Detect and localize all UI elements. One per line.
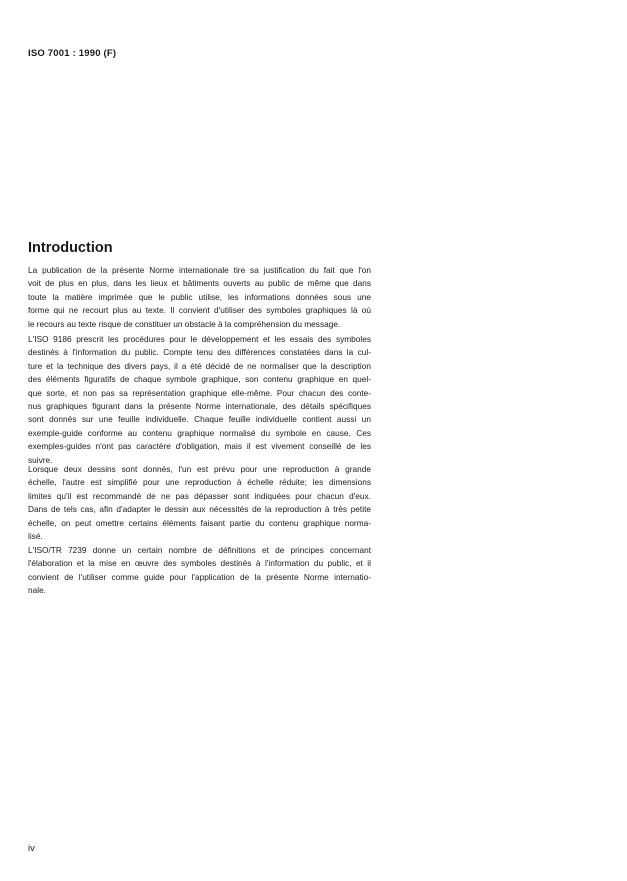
text-line: exemples-guides n'ont pas caractère d'obligation, mais il est vivement conseillé de les — [28, 441, 371, 452]
page-number: iv — [28, 843, 35, 854]
text-line: La publication de la présente Norme internationale tire sa justification du fait que l'on — [28, 265, 371, 275]
text-line: lisé. — [28, 531, 43, 542]
text-line: Dans de tels cas, afin d'adapter le dessin aux nécessités de la reproduction à très petite — [28, 504, 371, 515]
text-line: voit de plus en plus, dans les lieux et bâtiments ouverts au public de même que dans — [28, 278, 371, 289]
text-line: nale. — [28, 585, 46, 596]
text-line: sont donnés sur une feuille individuelle. Chaque feuille individuelle contient aussi un — [28, 414, 371, 425]
text-line: que sorte, et non pas sa représentation graphique elle-même. Pour chacun des conte- — [28, 387, 371, 398]
text-line: Lorsque deux dessins sont donnés, l'un est prévu pour une reproduction à grande — [28, 464, 371, 474]
text-line: L'ISO/TR 7239 donne un certain nombre de définitions et de principes concernant — [28, 545, 371, 555]
text-line: toute la matière imprimée que le public utilise, les informations données sous une — [28, 291, 371, 302]
text-line: convient de l'utiliser comme guide pour l'application de la présente Norme internatio- — [28, 571, 371, 582]
text-line: limites qu'il est recommandé de ne pas dépasser sont indiquées pour chacun d'eux. — [28, 490, 371, 501]
paragraph-2 — [28, 333, 371, 467]
text-line: forme qui ne recourt plus au texte. Il convient d'utiliser des symboles graphiques là où — [28, 305, 371, 316]
text-line: L'ISO 9186 prescrit les procédures pour le développement et les essais des symboles — [28, 334, 371, 344]
text-line: échelle, on peut omettre certains éléments faisant partie du contenu graphique norma- — [28, 517, 371, 528]
text-line: ture et la technique des divers pays, il a été décidé de ne normaliser que la description — [28, 360, 371, 371]
text-line: nus graphiques figurant dans la présente Norme internationale, des détails spécifiques — [28, 401, 371, 412]
text-line: exemple-guide conforme au contenu graphique normalisé du symbole en cause. Ces — [28, 427, 371, 438]
text-line: destinés à l'information du public. Compte tenu des différences constatées dans la cul- — [28, 347, 371, 358]
section-title: Introduction — [28, 240, 113, 256]
text-line: l'élaboration et la mise en œuvre des symboles destinés à l'information du public, et il — [28, 558, 371, 569]
paragraph-1 — [28, 264, 371, 331]
document-header: ISO 7001 : 1990 (F) — [28, 48, 117, 59]
text-line: suivre. — [28, 454, 53, 465]
text-line: des éléments figuratifs de chaque symbole graphique, son contenu graphique en quel- — [28, 374, 371, 385]
text-line: le recours au texte risque de constituer un obstacle à la compréhension du message. — [28, 318, 341, 329]
paragraph-3 — [28, 463, 371, 543]
paragraph-4 — [28, 544, 371, 598]
text-line: échelle, l'autre est simplifié pour une reproduction à échelle réduite; les dimensions — [28, 477, 371, 488]
